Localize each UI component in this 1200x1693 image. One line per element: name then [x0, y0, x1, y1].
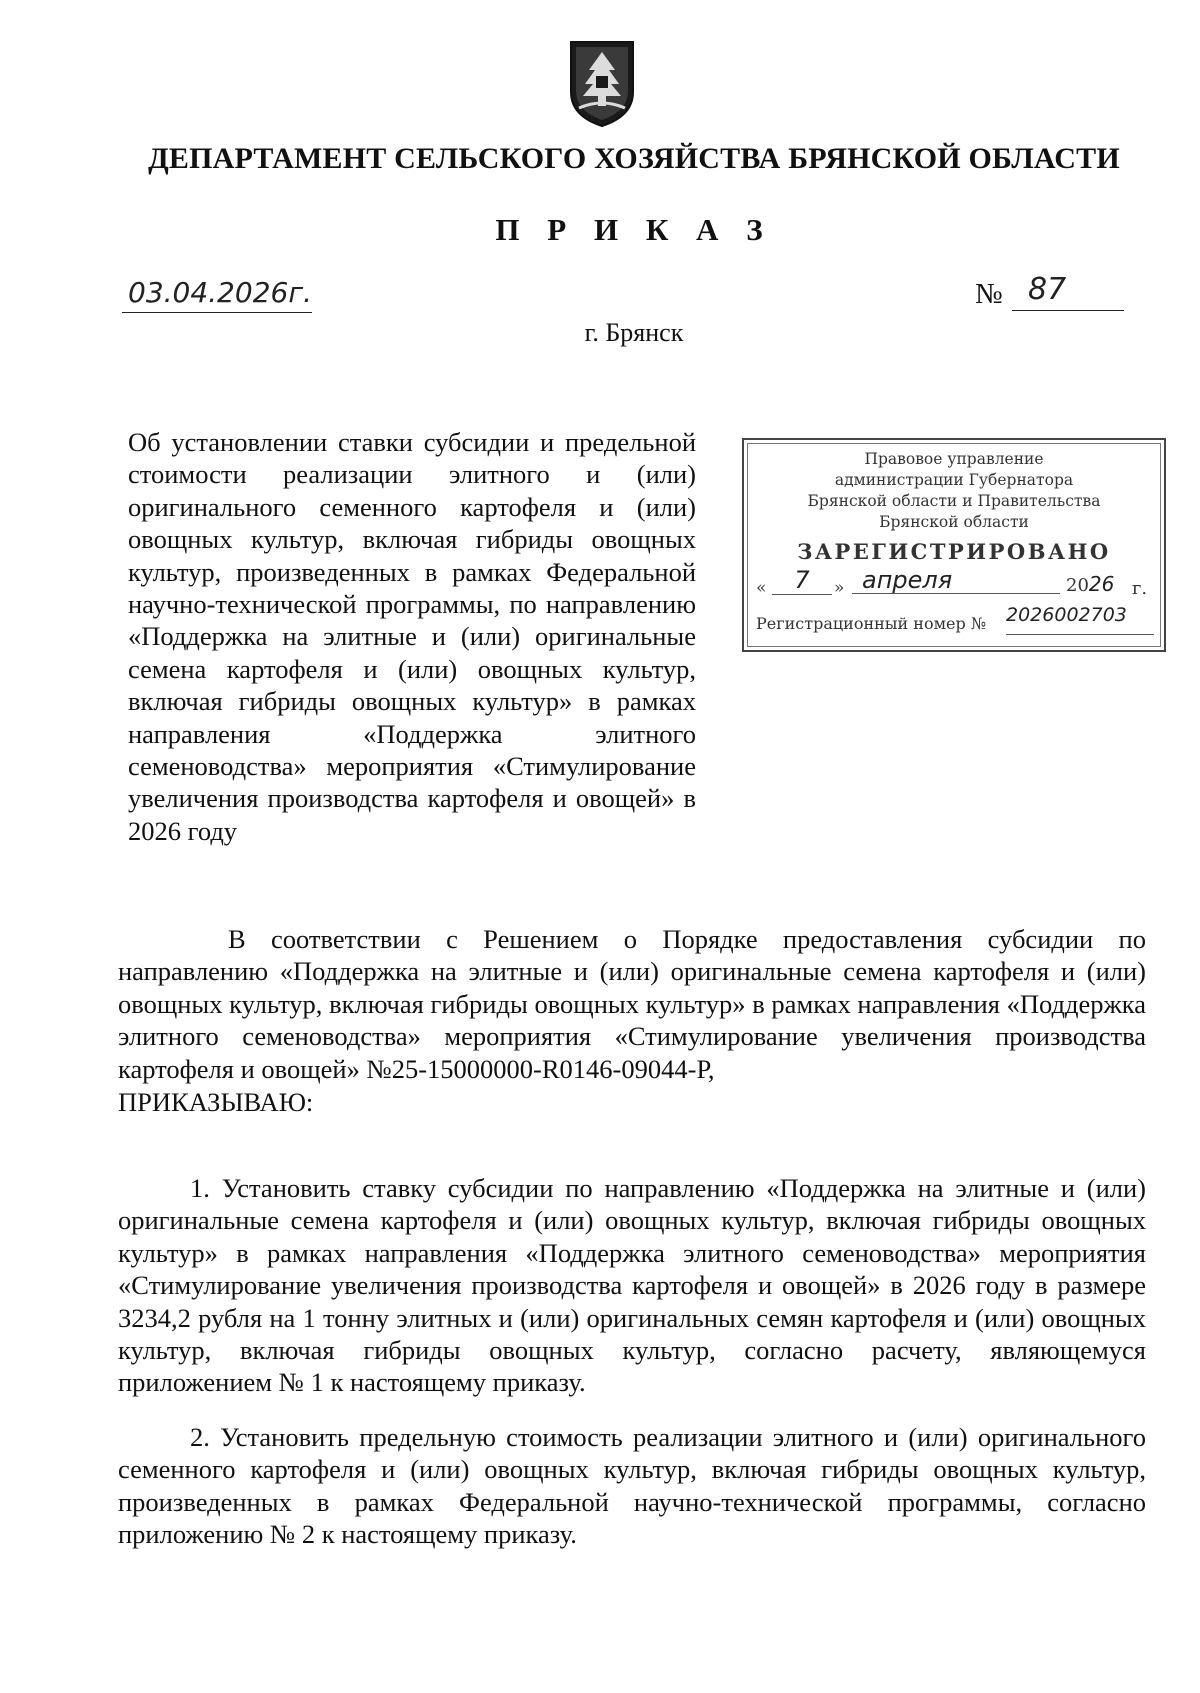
order-date: 03.04.2026г.: [128, 276, 312, 309]
city-line: г. Брянск: [584, 318, 684, 347]
stamp-year-suffix: 26: [1088, 572, 1115, 596]
registration-stamp: [742, 438, 1166, 652]
stamp-open-quote: «: [756, 578, 767, 598]
order-subject: Об установлении ставки субсидии и предельной стоимости реализации элитного и (или) оригинального семенного картофеля и (или) овощных культур, включая гибриды овощных культур, произведенных в рамках Федеральной научно-технической программы, по направлению «Поддержка на элитные и (или) оригинальные семена картофеля и (или) овощных культур, включая гибриды овощных культур» в рамках направления «Поддержка элитного семеноводства» мероприятия «Стимулирование увеличения производства картофеля и овощей» в 2026 году: [128, 427, 696, 846]
order-item-1: 1. Установить ставку субсидии по направлению «Поддержка на элитные и (или) оригинальные семена картофеля и (или) овощных культур, включая гибриды овощных культур» в рамках направления «Поддержка элитного семеноводства» мероприятия «Стимулирование увеличения производства картофеля и овощей» в 2026 году в размере 3234,2 рубля на 1 тонну элитных и (или) оригинальных семян картофеля и (или) овощных культур, включая гибриды овощных культур, согласно расчету, являющемуся приложением № 1 к настоящему приказу.: [118, 1173, 1146, 1398]
stamp-line-4: Брянской области: [879, 513, 1029, 531]
stamp-registration-number-row: [744, 604, 1164, 636]
stamp-registration-number: 2026002703: [1006, 604, 1154, 635]
bryansk-coat-of-arms-icon: [565, 36, 639, 128]
order-date-field: [122, 272, 312, 313]
stamp-year-prefix: 20: [1066, 575, 1089, 596]
stamp-month: апреля: [852, 566, 1060, 594]
order-number-field: [1012, 270, 1124, 311]
order-word: ПРИКАЗЫВАЮ:: [118, 1087, 314, 1117]
stamp-year-unit: г.: [1132, 578, 1148, 599]
order-number-label: №: [975, 278, 1003, 310]
stamp-line-1: Правовое управление: [864, 450, 1044, 468]
stamp-date-row: [744, 564, 1164, 604]
document-type-heading: П Р И К А З: [495, 212, 773, 247]
order-item-2: 2. Установить предельную стоимость реализации элитного и (или) оригинального семенного картофеля и (или) овощных культур, включая гибриды овощных культур, произведенных в рамках Федеральной научно-технической программы, согласно приложению № 2 к настоящему приказу.: [118, 1422, 1146, 1550]
order-number: 87: [1028, 272, 1067, 307]
stamp-line-2: администрации Губернатора: [834, 471, 1074, 489]
stamp-day: 7: [772, 566, 832, 595]
stamp-close-quote: »: [834, 578, 845, 598]
stamp-registration-number-label: Регистрационный номер №: [756, 614, 986, 633]
stamp-line-3: Брянской области и Правительства: [807, 492, 1101, 510]
preamble-paragraph: В соответствии с Решением о Порядке предоставления субсидии по направлению «Поддержка на элитные и (или) оригинальные семена картофеля и (или) овощных культур, включая гибриды овощных культур» в рамках направления «Поддержка элитного семеноводства» мероприятия «Стимулирование увеличения производства картофеля и овощей» №25-15000000-R0146-09044-Р,: [118, 924, 1146, 1084]
stamp-registered-label: ЗАРЕГИСТРИРОВАНО: [797, 539, 1111, 564]
department-title: ДЕПАРТАМЕНТ СЕЛЬСКОГО ХОЗЯЙСТВА БРЯНСКОЙ ОБЛАСТИ: [148, 142, 1120, 175]
stamp-year: [1066, 572, 1114, 596]
